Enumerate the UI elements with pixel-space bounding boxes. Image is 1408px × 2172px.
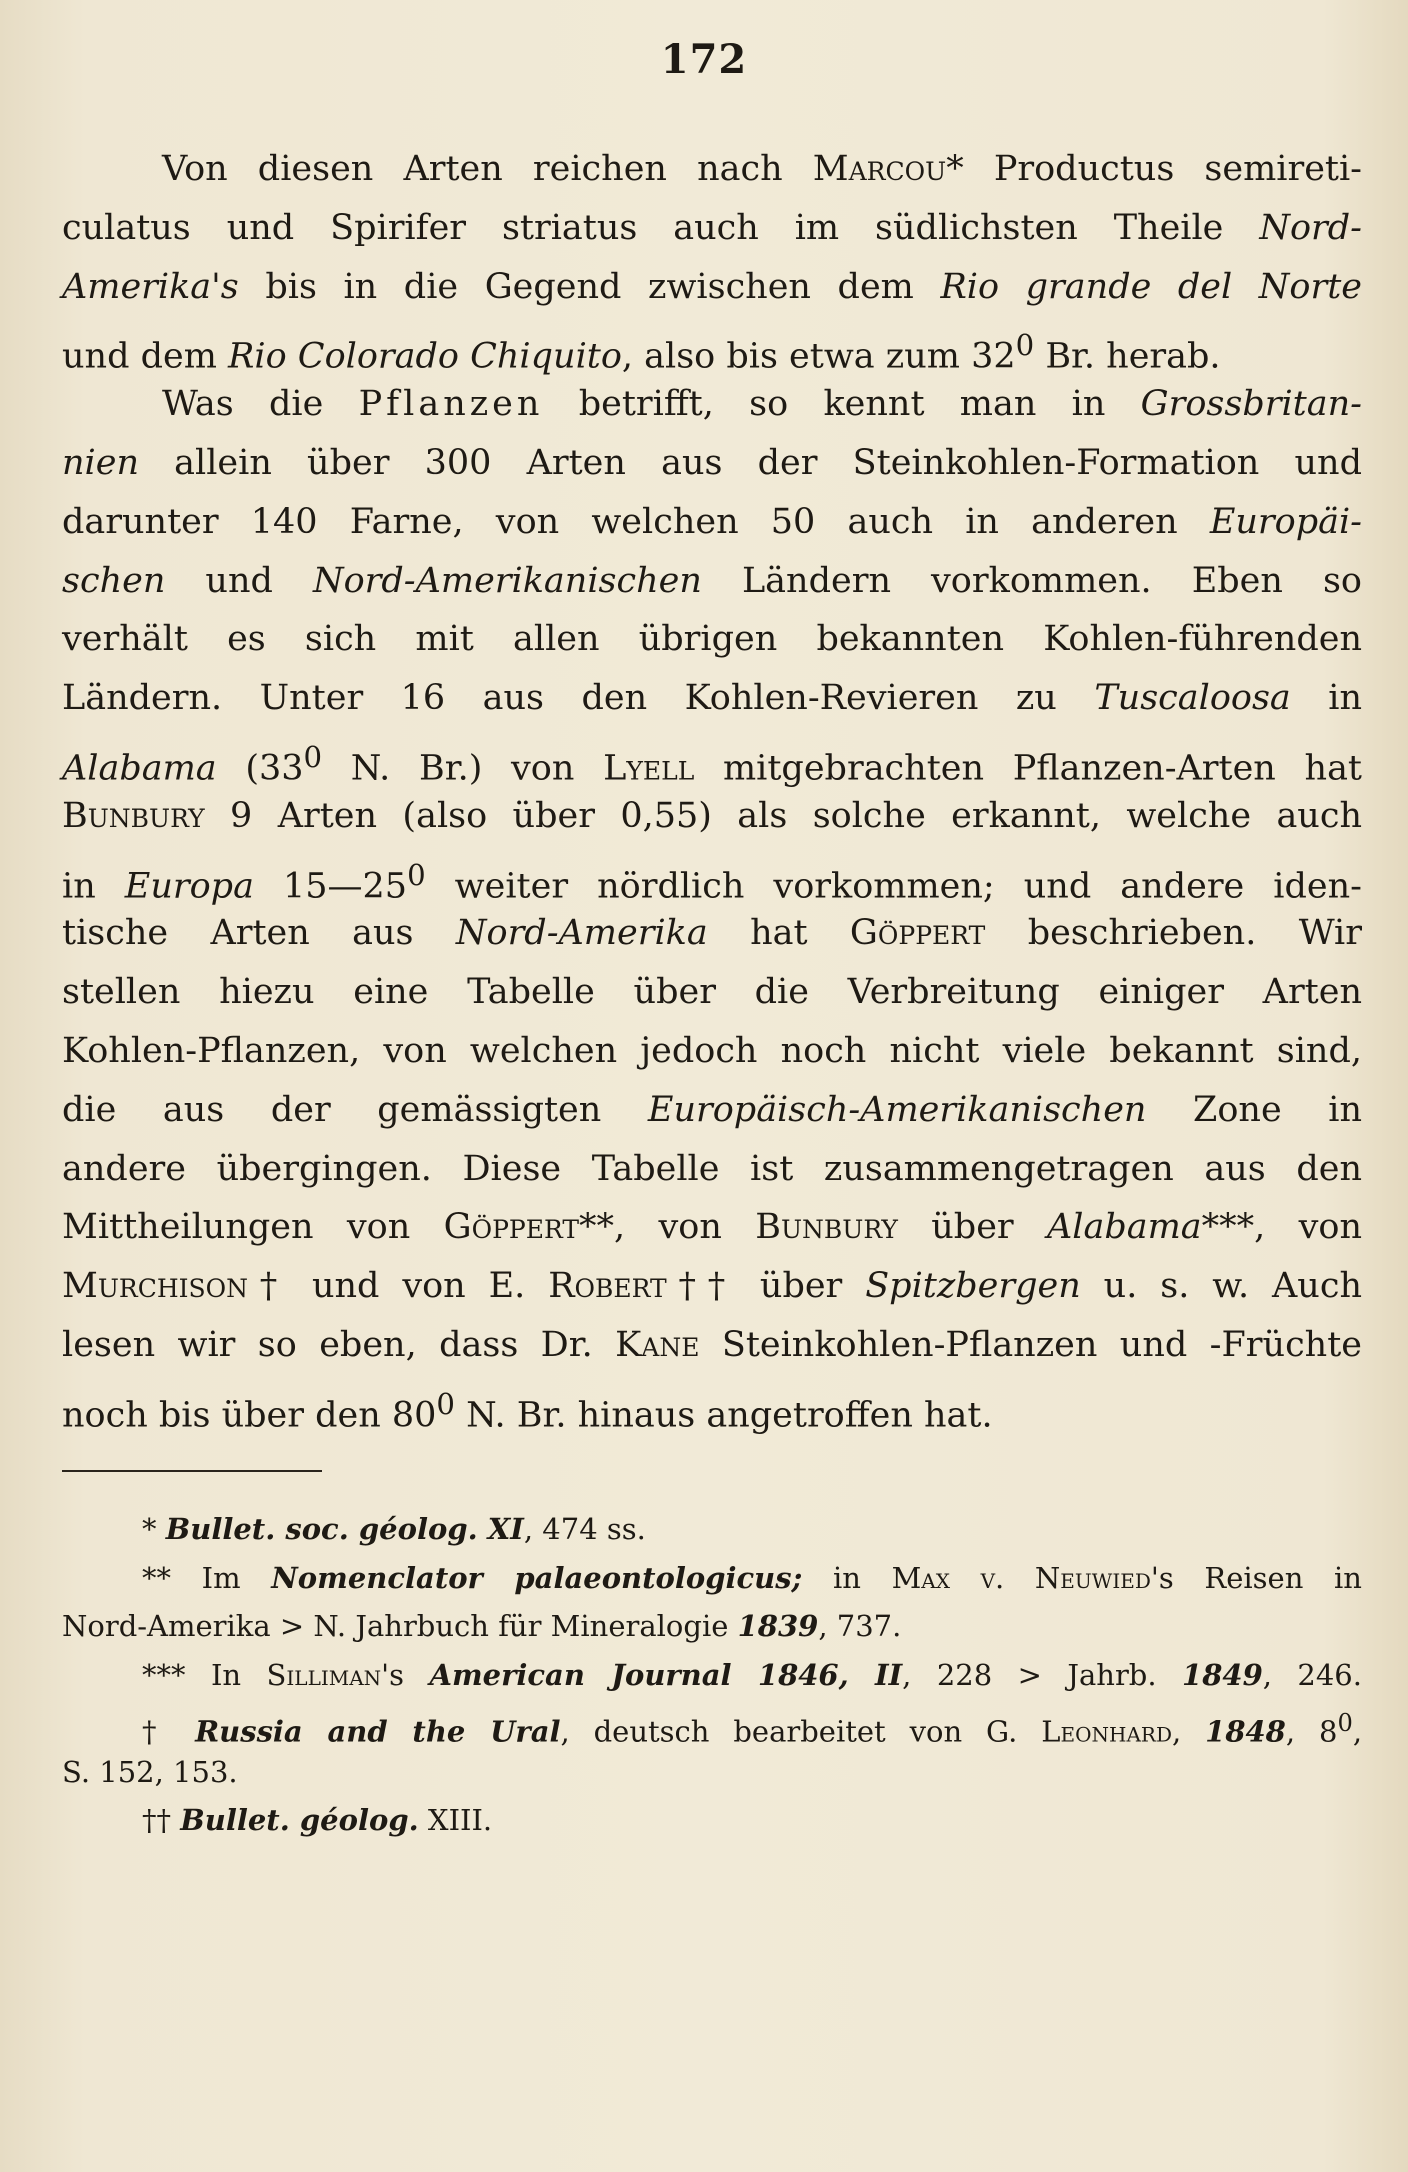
footnote-1: * Bullet. soc. géolog. XI, 474 ss.	[142, 1512, 646, 1546]
text-line: verhält es sich mit allen übrigen bekannten Kohlen-führenden	[62, 619, 1362, 660]
footnote-4-cont: S. 152, 153.	[62, 1754, 238, 1789]
footnote-4: † Russia and the Ural, deutsch bearbeitet von G. Leonhard, 1848, $8^0$,	[142, 1709, 1363, 1749]
footnote-divider	[62, 1470, 322, 1472]
page-number: 172	[660, 36, 748, 83]
text-line: andere übergingen. Diese Tabelle ist zusammengetragen aus den	[62, 1148, 1362, 1189]
text-line: culatus und Spirifer striatus auch im südlichsten Theile Nord-	[62, 207, 1362, 248]
footnote-5: †† Bullet. géolog. XIII.	[142, 1803, 493, 1837]
text-line: schen und Nord-Amerikanischen Ländern vorkommen. Eben so	[62, 560, 1362, 601]
text-line: Murchison† und von E. Robert†† über Spitzbergen u. s. w. Auch	[62, 1266, 1362, 1307]
text-line: nien allein über 300 Arten aus der Steinkohlen-Formation und	[62, 442, 1362, 483]
text-line: Alabama ($33^0$ N. Br.) von Lyell mitgebrachten Pflanzen-Arten hat	[62, 739, 1362, 789]
footnote-2: ** Im Nomenclator palaeontologicus; in Max v. Neuwied's Reisen in	[142, 1560, 1362, 1595]
text-line: Kohlen-Pflanzen, von welchen jedoch noch nicht viele bekannt sind,	[62, 1030, 1362, 1071]
text-line: Amerika's bis in die Gegend zwischen dem Rio grande del Norte	[62, 266, 1362, 307]
footnote-2-cont: Nord-Amerika > N. Jahrbuch für Mineralogie 1839, 737.	[62, 1609, 902, 1643]
footnote-3: *** In Silliman's American Journal 1846, II, 228 > Jahrb. 1849, 246.	[142, 1657, 1362, 1692]
footnotes	[62, 1505, 1362, 1845]
text-line: Ländern. Unter 16 aus den Kohlen-Revieren zu Tuscaloosa in	[62, 678, 1362, 719]
text-line: Mittheilungen von Göppert**, von Bunbury über Alabama***, von	[62, 1207, 1363, 1248]
text-line: tische Arten aus Nord-Amerika hat Göppert beschrieben. Wir	[62, 913, 1362, 954]
text-line: und dem Rio Colorado Chiquito, also bis etwa zum $32^0$ Br. herab.	[62, 328, 1221, 378]
text-line: Bunbury 9 Arten (also über 0,55) als solche erkannt, welche auch	[62, 795, 1362, 836]
text-line: Was die Pflanzen betrifft, so kennt man in Grossbritan-	[162, 384, 1362, 425]
text-line: noch bis über den $80^0$ N. Br. hinaus angetroffen hat.	[62, 1386, 993, 1436]
text-line: stellen hiezu eine Tabelle über die Verbreitung einiger Arten	[62, 972, 1362, 1013]
text-line: lesen wir so eben, dass Dr. Kane Steinkohlen-Pflanzen und -Früchte	[62, 1324, 1362, 1365]
text-line: in Europa $15—25^0$ weiter nördlich vorkommen; und andere iden-	[62, 857, 1362, 907]
text-line: die aus der gemässigten Europäisch-Amerikanischen Zone in	[62, 1089, 1363, 1130]
text-line: darunter 140 Farne, von welchen 50 auch in anderen Europäi-	[62, 501, 1362, 542]
text-line: Von diesen Arten reichen nach Marcou* Productus semireti-	[162, 149, 1362, 189]
main-paragraph	[62, 140, 1362, 1434]
